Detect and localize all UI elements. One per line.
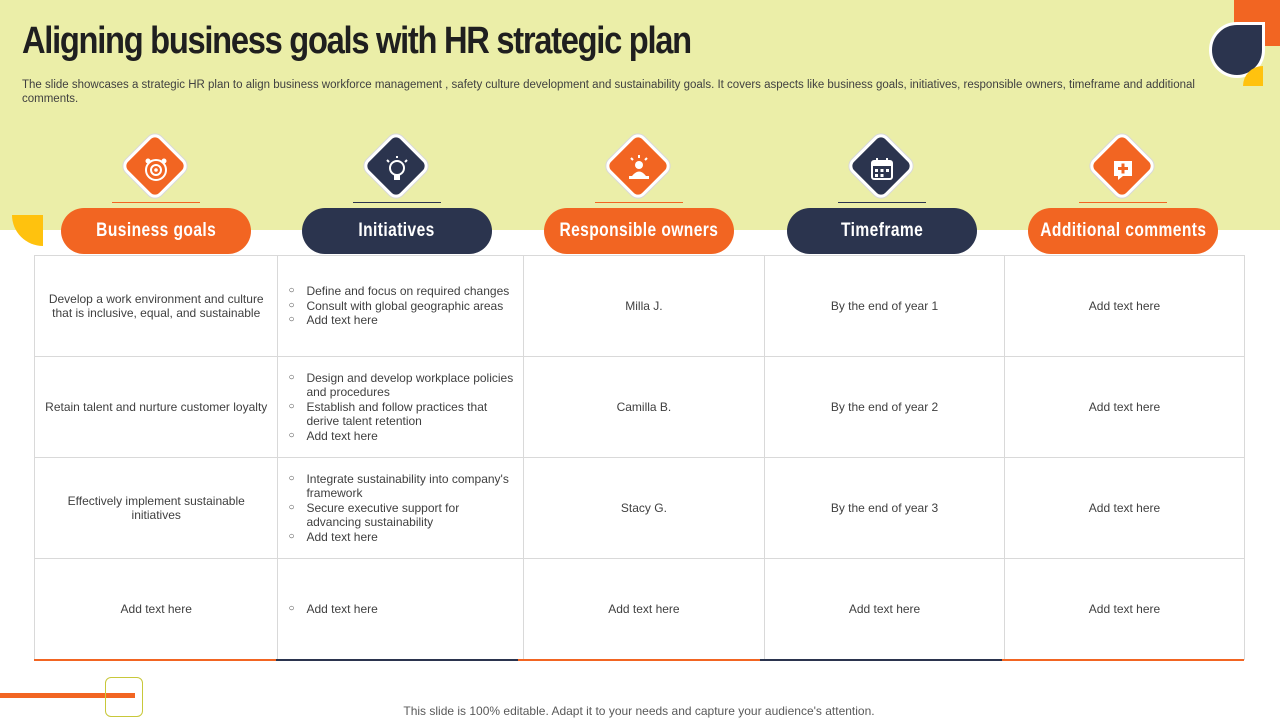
table-row — [35, 458, 1245, 559]
list-item: ○ Define and focus on required changes — [286, 284, 514, 299]
cell-owner: Milla J. — [523, 256, 764, 357]
lightbulb-icon — [377, 150, 417, 190]
cell-comments: Add text here — [1005, 559, 1245, 660]
cell-timeframe: Add text here — [765, 559, 1005, 660]
cell-owner: Add text here — [523, 559, 764, 660]
left-yellow-quarter — [12, 215, 43, 246]
cell-comments: Add text here — [1005, 458, 1245, 559]
list-item: ○ Integrate sustainability into company's framework — [286, 472, 514, 501]
cell-timeframe: By the end of year 3 — [765, 458, 1005, 559]
icon-underline — [353, 202, 441, 203]
column-bottom-accent — [760, 659, 1002, 661]
icon-underline — [1079, 202, 1167, 203]
initiatives-list — [286, 284, 514, 328]
cell-owner: Camilla B. — [523, 357, 764, 458]
column-bottom-accent — [276, 659, 518, 661]
column-header-business-goals — [61, 138, 251, 256]
initiatives-list — [286, 602, 514, 617]
list-item: ○ Add text here — [286, 602, 514, 617]
presenter-icon — [619, 150, 659, 190]
list-item: ○ Consult with global geographic areas — [286, 299, 514, 314]
icon-underline — [595, 202, 683, 203]
slide-title: Aligning business goals with HR strategic plan — [22, 20, 691, 62]
column-header-additional-comments — [1028, 138, 1218, 256]
pill-timeframe: Timeframe — [787, 208, 977, 254]
table-row — [35, 357, 1245, 458]
column-bottom-accent — [1002, 659, 1244, 661]
team-goal-icon — [136, 150, 176, 190]
table-row — [35, 559, 1245, 660]
list-item: ○ Design and develop workplace policies and procedures — [286, 371, 514, 400]
list-item: ○ Add text here — [286, 429, 514, 444]
list-item: ○ Establish and follow practices that derive talent retention — [286, 400, 514, 429]
medical-chat-icon — [1103, 150, 1143, 190]
cell-initiatives — [278, 256, 523, 357]
cell-initiatives — [278, 458, 523, 559]
cell-timeframe: By the end of year 2 — [765, 357, 1005, 458]
cell-initiatives — [278, 357, 523, 458]
initiatives-list — [286, 472, 514, 545]
column-bottom-accent — [518, 659, 760, 661]
cell-goal: Add text here — [35, 559, 278, 660]
column-header-initiatives — [302, 138, 492, 256]
pill-initiatives: Initiatives — [302, 208, 492, 254]
pill-additional-comments: Additional comments — [1028, 208, 1218, 254]
column-bottom-accent — [34, 659, 276, 661]
icon-underline — [838, 202, 926, 203]
column-header-timeframe — [787, 138, 977, 256]
footer-note: This slide is 100% editable. Adapt it to your needs and capture your audience's attention. — [403, 704, 875, 718]
strategy-table — [34, 255, 1245, 660]
column-header-responsible-owners — [544, 138, 734, 256]
cell-owner: Stacy G. — [523, 458, 764, 559]
table-row — [35, 256, 1245, 357]
initiatives-list — [286, 371, 514, 444]
slide-subtitle: The slide showcases a strategic HR plan to align business workforce management , safety culture development and sustainability goals. It covers aspects like business goals, initiatives, responsible owners, timeframe and additional comments. — [22, 79, 1195, 105]
pill-business-goals: Business goals — [61, 208, 251, 254]
list-item: ○ Add text here — [286, 530, 514, 545]
list-item: ○ Secure executive support for advancing sustainability — [286, 501, 514, 530]
cell-goal: Retain talent and nurture customer loyalty — [35, 357, 278, 458]
cell-goal: Develop a work environment and culture that is inclusive, equal, and sustainable — [35, 256, 278, 357]
icon-underline — [112, 202, 200, 203]
cell-timeframe: By the end of year 1 — [765, 256, 1005, 357]
calendar-icon — [862, 150, 902, 190]
cell-initiatives — [278, 559, 523, 660]
pill-responsible-owners: Responsible owners — [544, 208, 734, 254]
cell-comments: Add text here — [1005, 256, 1245, 357]
cell-goal: Effectively implement sustainable initiatives — [35, 458, 278, 559]
cell-comments: Add text here — [1005, 357, 1245, 458]
list-item: ○ Add text here — [286, 313, 514, 328]
